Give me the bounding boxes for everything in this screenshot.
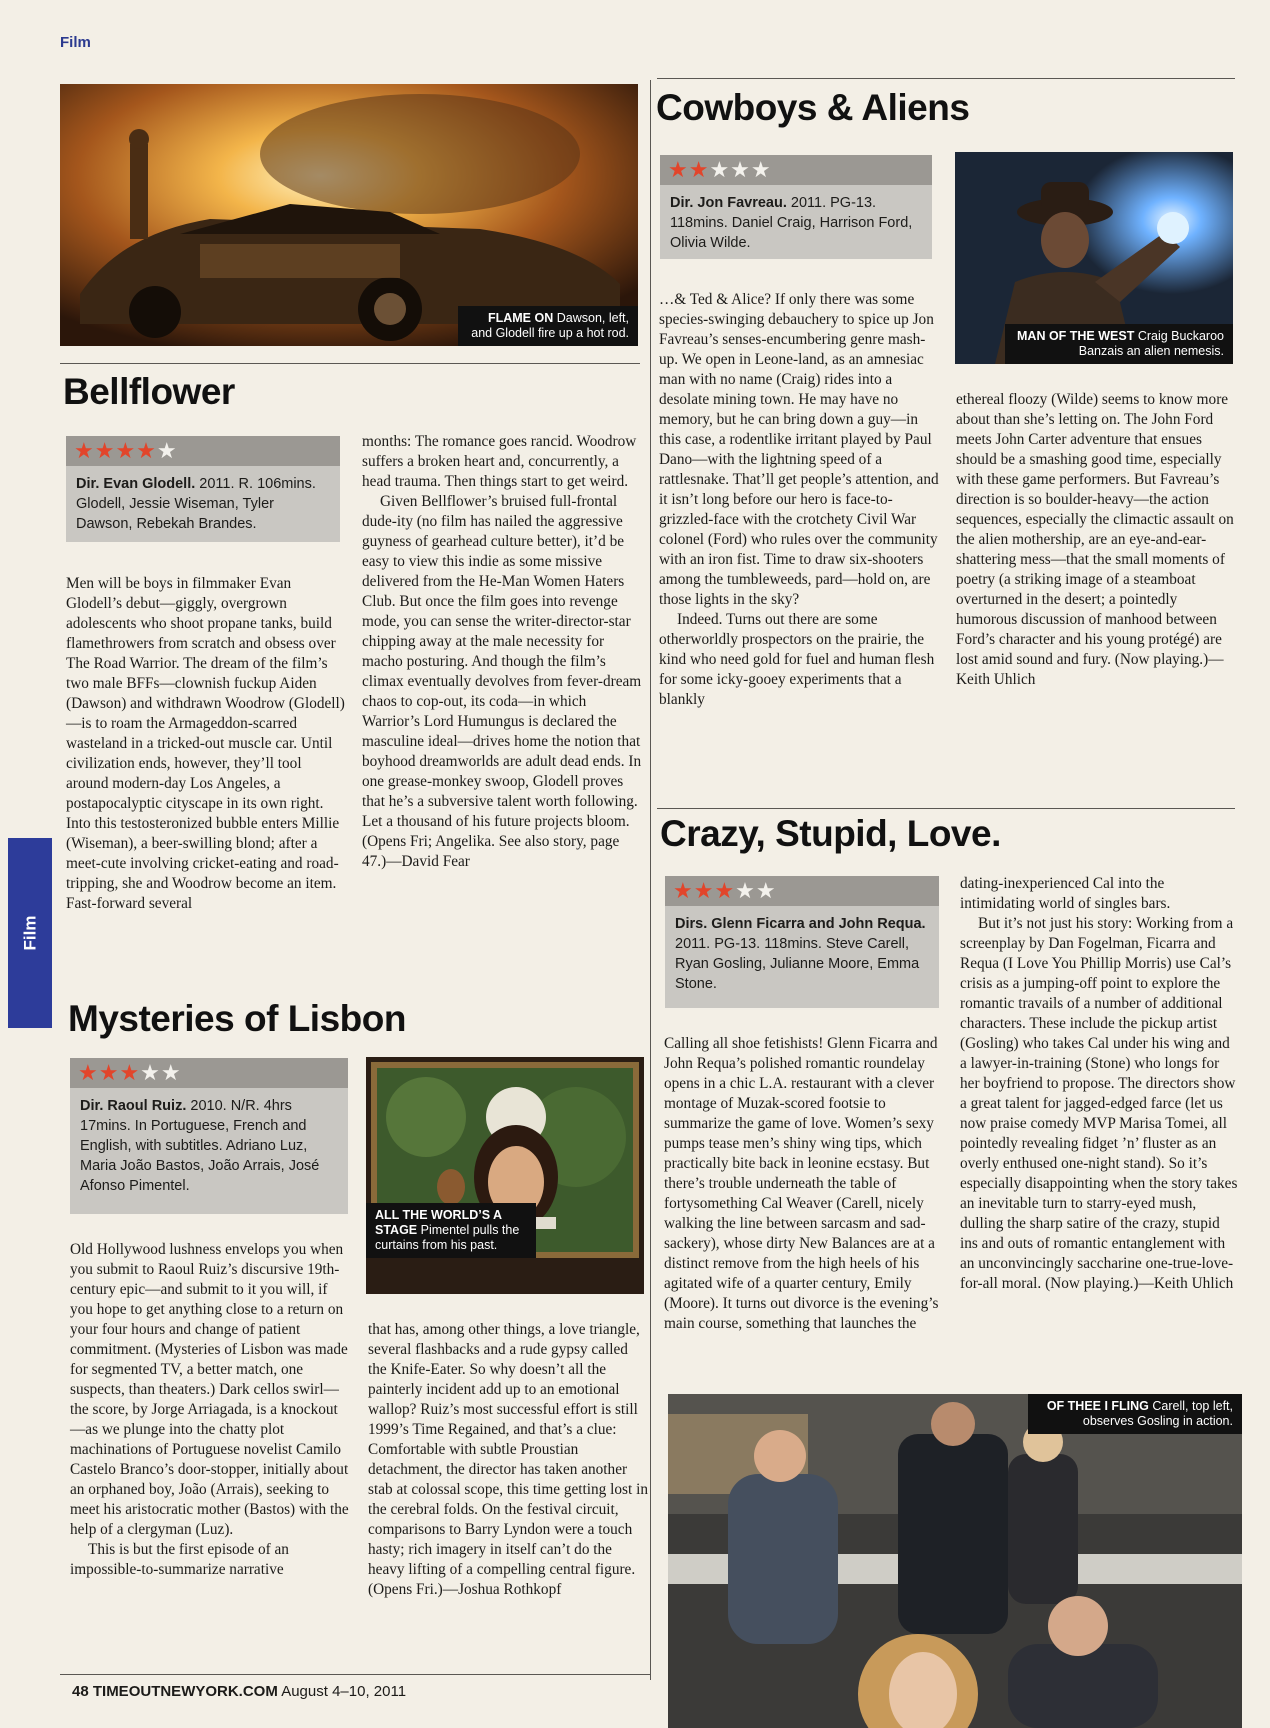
paragraph: This is but the first episode of an impossible-to-summarize narrative <box>70 1541 289 1578</box>
paragraph: Indeed. Turns out there are some otherworldly prospectors on the prairie, the kind who need gold for fuel and human flesh for some icky-gooey experiments that a blankly <box>659 611 935 708</box>
cowboys-photo <box>955 152 1233 364</box>
director: Dir. Raoul Ruiz. <box>80 1098 187 1114</box>
crazy-title: Crazy, Stupid, Love. <box>660 813 1001 854</box>
paragraph: dating-inexperienced Cal into the intimidating world of singles bars. <box>960 875 1171 912</box>
paragraph: that has, among other things, a love triangle, several flashbacks and a rude gypsy called the Knife-Eater. So why doesn’t all the painterly incident add up to an emotional wallop? Ruiz’s most successful effort is still 1999’s Time Regained, and that’s a clue: Comfortable with subtle Proustian detachment, the director has taken another stab at colossal scope, this time getting lost in the cerebral folds. On the festival circuit, comparisons to Barry Lyndon were a touch hasty; rich imagery in itself can’t do the heavy lifting of a compelling central figure. (Opens Fri.)—Joshua Rothkopf <box>368 1321 648 1598</box>
cowboys-col1 <box>659 290 941 710</box>
bellflower-col1 <box>66 574 346 914</box>
credits <box>66 466 340 544</box>
section-label: Film <box>60 34 91 51</box>
lisbon-photo-art <box>366 1057 644 1294</box>
crazy-col1 <box>664 1034 944 1334</box>
paragraph: Calling all shoe fetishists! Glenn Ficarra and John Requa’s polished romantic roundelay opens in a chic L.A. restaurant with a clever montage of Muzak-scored footsie to summarize the game of love. Women’s sexy pumps tease men’s shiny wing tips, which practically bite back in leonine ecstasy. But there’s trouble underneath the table of fortysomething Cal Weaver (Carell, nicely walking the line between sarcasm and sad-sackery), whose dirty New Balances are at a distinct remove from the high heels of his agitated wife of a quarter century, Emily (Moore). It turns out divorce is the evening’s main course, something that launches the <box>664 1035 939 1332</box>
paragraph: Old Hollywood lushness envelops you when you submit to Raoul Ruiz’s discursive 19th-century epic—and submit to it you will, if you hope to get anything close to a return on your four hours and change of patient commitment. (Mysteries of Lisbon was made for segmented TV, a better match, one suspects, than theaters.) Dark cellos swirl—the score, by Jorge Arriagada, is a knockout—as we plunge into the chatty plot machinations of Portuguese novelist Camilo Castelo Branco’s door-stopper, initially about an orphaned boy, João (Arrais), seeking to meet his aristocratic mother (Bastos) with the help of a clergyman (Luz). <box>70 1241 349 1538</box>
cowboys-col2 <box>956 390 1236 690</box>
page-number: 48 <box>72 1683 89 1700</box>
caption-lead: OF THEE I FLING <box>1046 1399 1149 1413</box>
director: Dir. Jon Favreau. <box>670 195 787 211</box>
caption-text: Dawson, left, and Glodell fire up a hot rod. <box>471 311 629 340</box>
lisbon-col2 <box>368 1320 648 1600</box>
bellflower-caption <box>458 306 638 346</box>
rule-crazy <box>657 808 1235 809</box>
side-tab-label: Film <box>19 915 39 951</box>
credits <box>660 185 932 263</box>
credits-details: 2011. PG-13. 118mins. Daniel Craig, Harrison Ford, Olivia Wilde. <box>670 195 913 251</box>
paragraph: months: The romance goes rancid. Woodrow suffers a broken heart and, concurrently, a head trauma. Then things start to get weird. <box>362 433 637 490</box>
side-tab <box>8 838 52 1028</box>
credits <box>665 906 939 1004</box>
paragraph: Men will be boys in filmmaker Evan Glodell’s debut—giggly, overgrown adolescents who shoot propane tanks, build flamethrowers from scratch and obsess over The Road Warrior. The dream of the film’s two male BFFs—clownish fuckup Aiden (Dawson) and withdrawn Woodrow (Glodell)—is to roam the Armageddon-scarred wasteland in a tricked-out muscle car. Until civilization ends, however, they’ll tool around modern-day Los Angeles, a postapocalyptic cityscape in its own right. Into this testosteronized bubble enters Millie (Wiseman), a beer-swilling blond; after a meet-cute involving cricket-eating and road-tripping, she and Woodrow become an item. Fast-forward several <box>66 575 345 912</box>
cowboys-title: Cowboys & Aliens <box>656 87 970 128</box>
director: Dir. Evan Glodell. <box>76 476 196 492</box>
caption-text: Pimentel pulls the curtains from his past. <box>375 1223 520 1252</box>
paragraph: ethereal floozy (Wilde) seems to know more about than she’s letting on. The John Ford meets John Carter adventure that ensues should be a smashing good time, especially with these game performers. But Favreau’s direction is so boulder-heavy—the action sequences, especially the climactic assault on the alien mothership, are an eye-and-ear-shattering mess—that the small moments of poetry (a striking image of a steamboat overturned in the desert; a pointedly humorous discussion of manhood between Ford’s character and his young protégé) are lost amid sound and fury. (Now playing.)—Keith Uhlich <box>956 391 1234 688</box>
lisbon-col1 <box>70 1240 352 1580</box>
rule-cowboys <box>657 78 1235 79</box>
credits <box>70 1088 348 1206</box>
column-divider <box>650 80 651 1680</box>
rating-stars: ★★★★★ <box>660 155 932 185</box>
caption-text: Craig Buckaroo Banzais an alien nemesis. <box>1078 329 1224 358</box>
cowboys-caption <box>1005 324 1233 364</box>
rule-bellflower <box>60 363 640 364</box>
rating-stars: ★★★★★ <box>66 436 340 466</box>
caption-lead: MAN OF THE WEST <box>1017 329 1135 343</box>
crazy-infobox <box>665 876 939 1008</box>
caption-lead: ALL THE WORLD’S A STAGE <box>375 1208 502 1237</box>
caption-text: Carell, top left, observes Gosling in action. <box>1082 1399 1233 1428</box>
bellflower-col2 <box>362 432 644 872</box>
footer <box>72 1683 406 1700</box>
credits-details: 2011. PG-13. 118mins. Steve Carell, Ryan Gosling, Julianne Moore, Emma Stone. <box>675 936 920 992</box>
director: Dirs. Glenn Ficarra and John Requa. <box>675 916 926 932</box>
caption-lead: FLAME ON <box>487 311 554 325</box>
credits-details: 2011. R. 106mins. Glodell, Jessie Wiseman, Tyler Dawson, Rebekah Brandes. <box>76 476 316 532</box>
crazy-photo <box>668 1394 1242 1728</box>
lisbon-photo <box>366 1057 644 1294</box>
crazy-col2 <box>960 874 1238 1294</box>
paragraph: Given Bellflower’s bruised full-frontal dude-ity (no film has nailed the aggressive guyness of gearhead culture better), it’d be easy to view this indie as some missive delivered from the He-Man Women Haters Club. But once the film goes into revenge mode, you can sense the writer-director-star chipping away at the male necessity for macho posturing. And though the film’s climax eventually devolves from fever-dream chaos to cop-out, its coda—in which Warrior’s Lord Humungus is declared the masculine ideal—drives home the notion that boyhood dreamworlds are adult dead ends. In one grease-monkey swoop, Glodell proves that he’s a subversive talent worth following. Let a thousand of his future projects bloom. (Opens Fri; Angelika. See also story, page 47.)—David Fear <box>362 493 642 870</box>
rating-stars: ★★★★★ <box>665 876 939 906</box>
issue-date: August 4–10, 2011 <box>281 1683 407 1700</box>
bellflower-infobox <box>66 436 340 542</box>
lisbon-title: Mysteries of Lisbon <box>68 998 406 1039</box>
crazy-photo-art <box>668 1394 1242 1728</box>
site-name: TIMEOUTNEWYORK.COM <box>92 1683 278 1700</box>
credits-details: 2010. N/R. 4hrs 17mins. In Portuguese, French and English, with subtitles. Adriano Luz, Maria João Bastos, João Arrais, José Afonso Pimentel. <box>80 1098 320 1194</box>
lisbon-caption <box>366 1203 536 1258</box>
rating-stars: ★★★★★ <box>70 1058 348 1088</box>
lisbon-infobox <box>70 1058 348 1214</box>
paragraph: But it’s not just his story: Working from a screenplay by Dan Fogelman, Ficarra and Requa (I Love You Phillip Morris) use Cal’s crisis as a jumping-off point to explore the romantic travails of a number of additional characters. These include the pickup artist (Gosling) who takes Cal under his wing and a lawyer-in-training (Stone) who longs for her boyfriend to propose. The directors show a great talent for jagged-edged farce (let us now praise comedy MVP Marisa Tomei, all pointedly revealing fidget ’n’ fluster as an overly enthused one-night stand). So it’s especially disappointing when the story takes an inevitable turn to starry-eyed mush, dulling the sharp satire of the crazy, stupid ins and outs of romantic entanglement with an unconvincingly saccharine one-true-love-for-all moral. (Now playing.)—Keith Uhlich <box>960 915 1238 1292</box>
bellflower-photo <box>60 84 638 346</box>
crazy-caption <box>1028 1394 1242 1434</box>
cowboys-infobox <box>660 155 932 259</box>
rule-footer <box>60 1674 650 1675</box>
paragraph: …& Ted & Alice? If only there was some species-swinging debauchery to spice up Jon Favreau’s senses-encumbering genre mash-up. We open in Leone-land, as an amnesiac man with no name (Craig) rides into a desolate mining town. He may have no memory, but he can bring down a guy—in this case, a rodentlike irritant played by Paul Dano—with the lightning speed of a rattlesnake. That’ll get people’s attention, and it isn’t long before our hero is face-to-grizzled-face with the crotchety Civil War colonel (Ford) who rules over the community with an iron fist. Time to draw six-shooters among the tumbleweeds, pard—hold on, are those lights in the sky? <box>659 291 939 608</box>
bellflower-title: Bellflower <box>63 371 235 412</box>
